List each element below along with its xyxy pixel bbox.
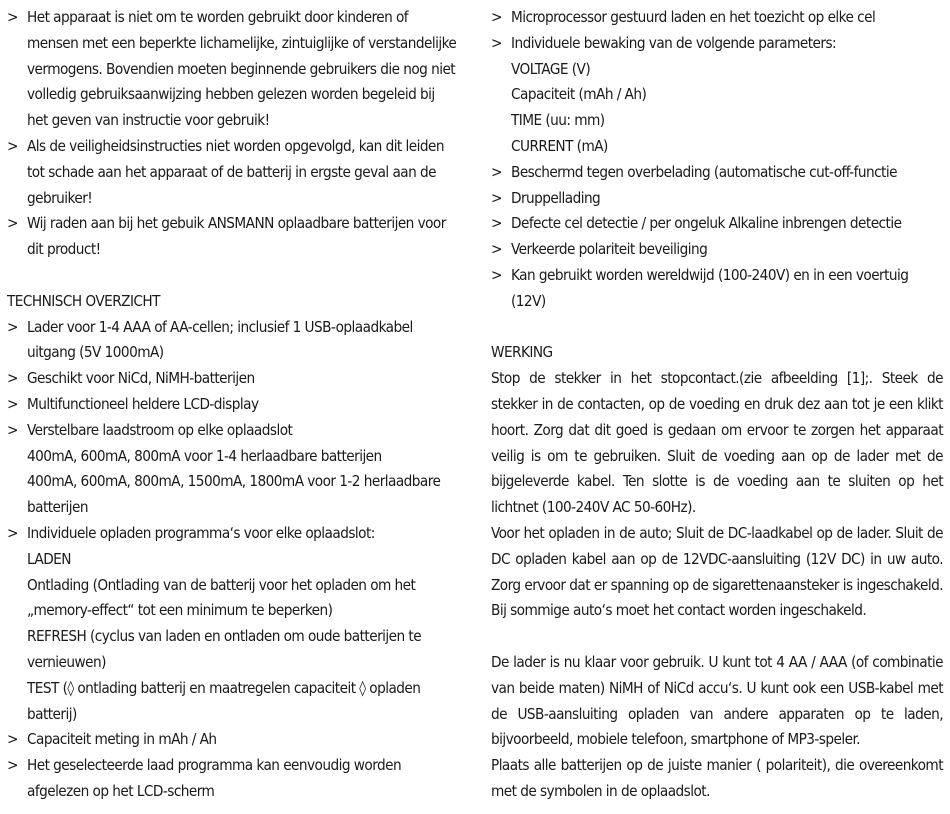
list-item (491, 31, 943, 160)
sub-item: Ontlading (Ontlading van de batterij voor het opladen om het „memory-effect“ tot een minimum te beperken) (27, 575, 416, 620)
list-item-text: Kan gebruikt worden wereldwijd (100-240V) en in een voertuig (12V) (511, 265, 909, 310)
list-item: > Het apparaat is niet om te worden gebruikt door kinderen of mensen met een beperkte lichamelijke, zintuiglijke of verstandelijke vermogens. Bovendien moeten beginnende gebruikers die nog niet volledig gebruiksaanwijzing hebben gelezen worden begeleid bij het geven van instructie voor gebruik! (7, 5, 459, 134)
list-item-text: Druppellading (511, 188, 601, 207)
left-column (7, 5, 459, 805)
list-item-text: Lader voor 1-4 AAA of AA-cellen; inclusief 1 USB-oplaadkabel uitgang (5V 1000mA) (27, 317, 413, 362)
list-item-text: Verstelbare laadstroom op elke oplaadslot (27, 420, 293, 439)
safety-list (7, 5, 459, 263)
list-item (7, 418, 459, 521)
list-item (7, 727, 459, 753)
list-item-text: Verkeerde polariteit beveiliging (511, 240, 708, 259)
sub-item: TIME (uu: mm) (511, 111, 605, 130)
sub-item: LADEN (27, 549, 71, 568)
list-item-text: Beschermd tegen overbelading (automatische cut-off-functie (511, 162, 897, 181)
list-item-text: Individuele opladen programma‘s voor elke oplaadslot: (27, 523, 375, 542)
list-item (491, 186, 943, 212)
list-item-text: Geschikt voor NiCd, NiMH-batterijen (27, 369, 255, 388)
sub-item: REFRESH (cyclus van laden en ontladen om oude batterijen te vernieuwen) (27, 627, 422, 671)
sub-item: Capaciteit (mAh / Ah) (511, 85, 647, 104)
list-item (491, 160, 943, 186)
list-item-text: Individuele bewaking van de volgende parameters: (511, 33, 837, 52)
list-item-text: Microprocessor gestuurd laden en het toezicht op elke cel (511, 8, 876, 26)
paragraph: Plaats alle batterijen op de juiste manier ( polariteit), die overeenkomt met de symbolen in de oplaadslot. (491, 756, 943, 800)
spacer (491, 624, 943, 650)
list-item-text: Defecte cel detectie / per ongeluk Alkaline inbrengen detectie (511, 214, 902, 233)
list-item (7, 392, 459, 418)
sub-item: CURRENT (mA) (511, 136, 608, 155)
sub-item: VOLTAGE (V) (511, 59, 591, 78)
list-item (491, 263, 943, 315)
list-item: > Als de veiligheidsinstructies niet worden opgevolgd, kan dit leiden tot schade aan het apparaat of de batterij in ergste geval aan de gebruiker! (7, 134, 459, 211)
list-item-text: Multifunctioneel heldere LCD-display (27, 394, 259, 413)
sub-item: 400mA, 600mA, 800mA voor 1-4 herlaadbare batterijen (27, 446, 382, 465)
paragraph: De lader is nu klaar voor gebruik. U kunt tot 4 AA / AAA (of combinatie van beide maten) NiMH of NiCd accu‘s. U kunt ook een USB-kabel met de USB-aansluiting opladen van andere apparaten op te laden, bijvoorbeeld, mobiele telefoon, smartphone of MP3-speler. (491, 652, 943, 749)
sub-item: 400mA, 600mA, 800mA, 1500mA, 1800mA voor 1-2 herlaadbare batterijen (27, 472, 441, 517)
werking-heading: WERKING (491, 343, 553, 362)
list-item-text: Capaciteit meting in mAh / Ah (27, 730, 217, 749)
paragraph: Stop de stekker in het stopcontact.(zie afbeelding [1];. Steek de stekker in de contacten, op de voeding en druk dez aan tot je een klikt hoort. Zorg dat dit goed is gedaan om ervoor te zorgen het apparaat veilig is om te gebruiken. Sluit de voeding aan op de lader met de bijgeleverde kabel. Ten slotte is de voeding aan te sluiten op het lichtnet (100-240V AC 50-60Hz). (491, 369, 943, 517)
paragraph: Voor het opladen in de auto; Sluit de DC-laadkabel op de lader. Sluit de DC opladen kabel aan op de 12VDC-aansluiting (12V DC) in uw auto. Zorg ervoor dat er spanning op de sigarettenaansteker is ingeschakeld. Bij sommige auto‘s moet het contact worden ingeschakeld. (491, 523, 943, 620)
sub-item: TEST (◊ ontlading batterij en maatregelen capaciteit ◊ opladen batterij) (27, 678, 421, 723)
technical-overview-heading: TECHNISCH OVERZICHT (7, 291, 160, 310)
list-item (7, 315, 459, 367)
technical-overview-list (7, 315, 459, 805)
features-list (491, 5, 943, 315)
list-item: > Wij raden aan bij het gebuik ANSMANN oplaadbare batterijen voor dit product! (7, 211, 459, 263)
list-item-text: Het geselecteerde laad programma kan eenvoudig worden afgelezen op het LCD-scherm (27, 756, 402, 800)
right-column (491, 5, 943, 805)
list-item (7, 521, 459, 727)
list-item (491, 5, 943, 31)
list-item (7, 366, 459, 392)
list-item (7, 753, 459, 805)
list-item (491, 237, 943, 263)
list-item (491, 211, 943, 237)
